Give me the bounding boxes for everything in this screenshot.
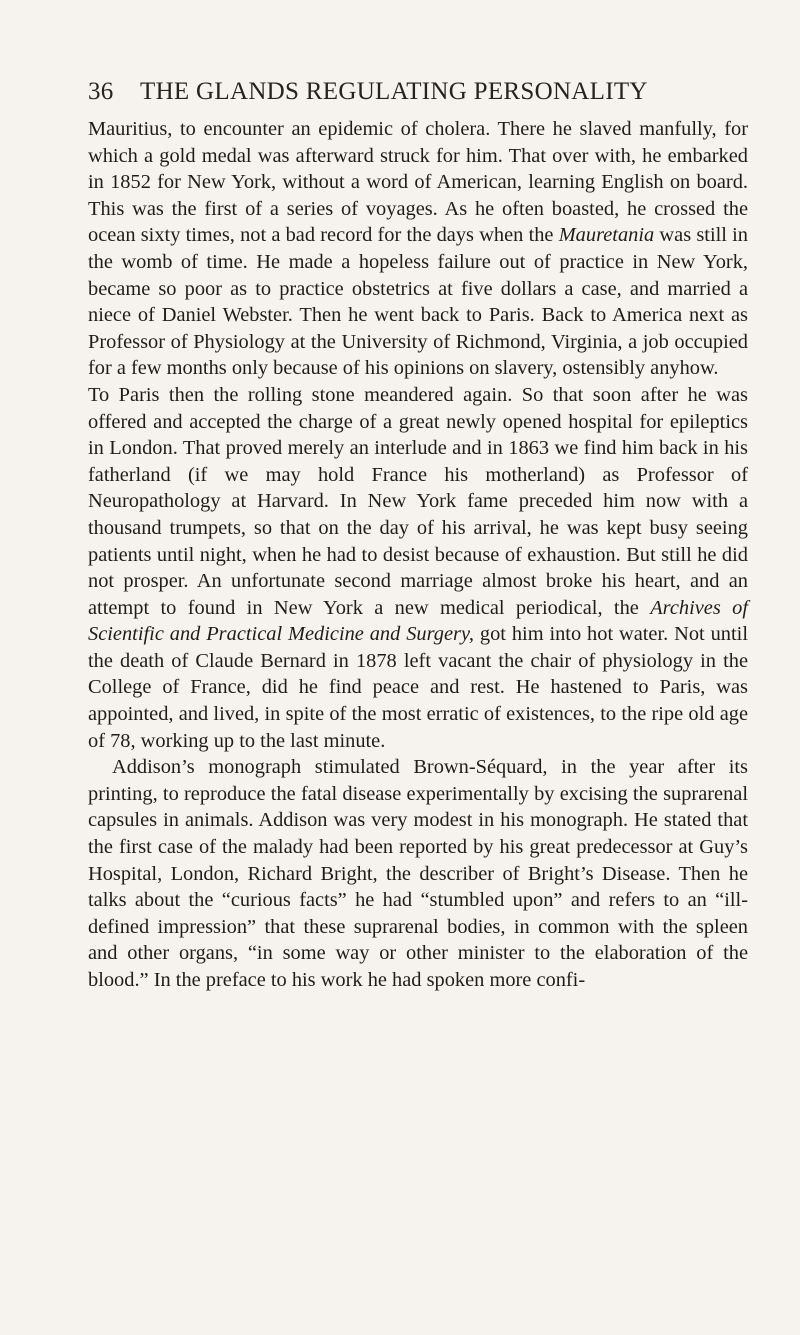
paragraph-1 (88, 116, 748, 382)
text-segment: Addison’s monograph stimulated Brown-Séquard, in the year after its printing, to reproduce the fatal disease experimentally by excising the suprarenal capsules in animals. Addison was very modest in his monograph. He stated that the first case of the malady had been reported by his great predecessor at Guy’s Hospital, London, Richard Bright, the describer of Bright’s Disease. Then he talks about the “curious facts” he had “stumbled upon” and refers to an “ill-defined impression” that these suprarenal bodies, in common with the spleen and other organs, “in some way or other minister to the elaboration of the blood.” In the preface to his work he had spoken more confi- (88, 756, 748, 991)
body-text (88, 116, 748, 994)
paragraph-2 (88, 382, 748, 754)
running-head (88, 78, 748, 106)
italic-ship-name: Mauretania (558, 224, 655, 247)
text-segment: was still in the womb of time. He made a hopeless failure out of practice in New York, became so poor as to practice obstetrics at five dollars a case, and married a niece of Daniel Webster. Then he went back to Paris. Back to America next as Professor of Physiology at the University of Richmond, Virginia, a job occupied for a few months only because of his opinions on slavery, ostensibly anyhow. (88, 224, 748, 380)
italic-journal-title: Archives of Scientific and Practical Medicine and Surgery, (88, 596, 748, 646)
text-segment: Mauritius, to encounter an epidemic of cholera. There he slaved manfully, for which a gold medal was afterward struck for him. That over with, he embarked in 1852 for New York, without a word of American, learning English on board. This was the first of a series of voyages. As he often boasted, he crossed the ocean sixty times, not a bad record for the days when the (88, 118, 748, 247)
running-title: THE GLANDS REGULATING PERSONALITY (140, 78, 648, 105)
book-page (88, 78, 748, 994)
paragraph-3 (88, 754, 748, 993)
page-number: 36 (88, 78, 114, 105)
text-segment: got him into hot water. Not until the death of Claude Bernard in 1878 left vacant the chair of physiology in the College of France, did he find peace and rest. He hastened to Paris, was appointed, and lived, in spite of the most erratic of existences, to the ripe old age of 78, working up to the last minute. (88, 623, 748, 752)
text-segment: To Paris then the rolling stone meandered again. So that soon after he was offered and accepted the charge of a great newly opened hospital for epileptics in London. That proved merely an interlude and in 1863 we find him back in his fatherland (if we may hold France his motherland) as Professor of Neuropathology at Harvard. In New York fame preceded him now with a thousand trumpets, so that on the day of his arrival, he was kept busy seeing patients until night, when he had to desist because of exhaustion. But still he did not prosper. An unfortunate second marriage almost broke his heart, and an attempt to found in New York a new medical periodical, the (88, 383, 748, 619)
